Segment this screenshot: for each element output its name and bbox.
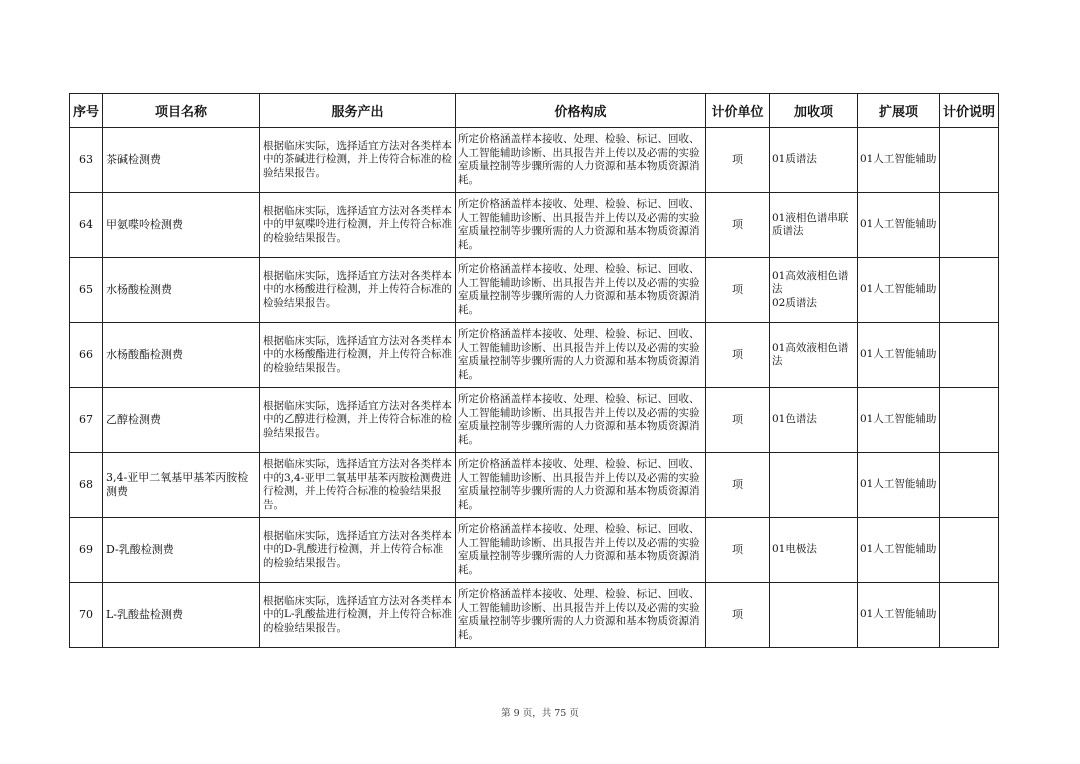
cell-number: 69 <box>70 518 103 583</box>
cell-item-name: 甲氨喋呤检测费 <box>103 193 260 258</box>
table-header-row <box>70 94 999 128</box>
cell-surcharge: 01色谱法 <box>770 388 858 453</box>
cell-surcharge: 01电极法 <box>770 518 858 583</box>
cell-service-output: 根据临床实际，选择适宜方法对各类样本中的水杨酸酯进行检测，并上传符合标准的检验结果报告。 <box>260 323 456 388</box>
cell-extension: 01人工智能辅助 <box>858 323 940 388</box>
table-row <box>70 518 999 583</box>
cell-unit: 项 <box>706 193 770 258</box>
cell-number: 68 <box>70 453 103 518</box>
header-unit: 计价单位 <box>706 94 770 128</box>
header-note: 计价说明 <box>940 94 999 128</box>
cell-price-composition: 所定价格涵盖样本接收、处理、检验、标记、回收、人工智能辅助诊断、出具报告并上传以及必需的实验室质量控制等步骤所需的人力资源和基本物质资源消耗。 <box>456 193 706 258</box>
header-no: 序号 <box>70 94 103 128</box>
table-row <box>70 193 999 258</box>
cell-number: 65 <box>70 258 103 323</box>
cell-item-name: 茶碱检测费 <box>103 128 260 193</box>
cell-service-output: 根据临床实际，选择适宜方法对各类样本中的D-乳酸进行检测，并上传符合标准的检验结果报告。 <box>260 518 456 583</box>
header-addon: 加收项 <box>770 94 858 128</box>
cell-pricing-note <box>940 583 999 648</box>
cell-price-composition: 所定价格涵盖样本接收、处理、检验、标记、回收、人工智能辅助诊断、出具报告并上传以及必需的实验室质量控制等步骤所需的人力资源和基本物质资源消耗。 <box>456 128 706 193</box>
page-footer: 第 9 页，共 75 页 <box>501 708 579 719</box>
table-row <box>70 453 999 518</box>
cell-price-composition: 所定价格涵盖样本接收、处理、检验、标记、回收、人工智能辅助诊断、出具报告并上传以及必需的实验室质量控制等步骤所需的人力资源和基本物质资源消耗。 <box>456 453 706 518</box>
cell-unit: 项 <box>706 453 770 518</box>
cell-pricing-note <box>940 518 999 583</box>
cell-pricing-note <box>940 258 999 323</box>
cell-item-name: 3,4-亚甲二氧基甲基苯丙胺检测费 <box>103 453 260 518</box>
table-row <box>70 128 999 193</box>
cell-surcharge: 01高效液相色谱法 02质谱法 <box>770 258 858 323</box>
cell-pricing-note <box>940 323 999 388</box>
cell-number: 70 <box>70 583 103 648</box>
cell-number: 67 <box>70 388 103 453</box>
cell-surcharge <box>770 453 858 518</box>
table-row <box>70 388 999 453</box>
fee-table <box>69 93 999 648</box>
cell-unit: 项 <box>706 258 770 323</box>
cell-item-name: L-乳酸盐检测费 <box>103 583 260 648</box>
cell-surcharge <box>770 583 858 648</box>
cell-number: 66 <box>70 323 103 388</box>
cell-service-output: 根据临床实际，选择适宜方法对各类样本中的茶碱进行检测，并上传符合标准的检验结果报告。 <box>260 128 456 193</box>
cell-unit: 项 <box>706 583 770 648</box>
cell-price-composition: 所定价格涵盖样本接收、处理、检验、标记、回收、人工智能辅助诊断、出具报告并上传以及必需的实验室质量控制等步骤所需的人力资源和基本物质资源消耗。 <box>456 258 706 323</box>
cell-service-output: 根据临床实际，选择适宜方法对各类样本中的乙醇进行检测，并上传符合标准的检验结果报告。 <box>260 388 456 453</box>
cell-price-composition: 所定价格涵盖样本接收、处理、检验、标记、回收、人工智能辅助诊断、出具报告并上传以及必需的实验室质量控制等步骤所需的人力资源和基本物质资源消耗。 <box>456 518 706 583</box>
cell-number: 64 <box>70 193 103 258</box>
cell-price-composition: 所定价格涵盖样本接收、处理、检验、标记、回收、人工智能辅助诊断、出具报告并上传以及必需的实验室质量控制等步骤所需的人力资源和基本物质资源消耗。 <box>456 323 706 388</box>
cell-pricing-note <box>940 193 999 258</box>
cell-extension: 01人工智能辅助 <box>858 518 940 583</box>
cell-extension: 01人工智能辅助 <box>858 193 940 258</box>
cell-surcharge: 01质谱法 <box>770 128 858 193</box>
cell-item-name: 乙醇检测费 <box>103 388 260 453</box>
header-name: 项目名称 <box>103 94 260 128</box>
cell-pricing-note <box>940 453 999 518</box>
fee-table-container <box>69 93 998 648</box>
cell-unit: 项 <box>706 388 770 453</box>
cell-pricing-note <box>940 388 999 453</box>
cell-unit: 项 <box>706 323 770 388</box>
cell-extension: 01人工智能辅助 <box>858 453 940 518</box>
cell-item-name: 水杨酸检测费 <box>103 258 260 323</box>
cell-service-output: 根据临床实际，选择适宜方法对各类样本中的甲氨喋呤进行检测，并上传符合标准的检验结果报告。 <box>260 193 456 258</box>
cell-unit: 项 <box>706 128 770 193</box>
cell-price-composition: 所定价格涵盖样本接收、处理、检验、标记、回收、人工智能辅助诊断、出具报告并上传以及必需的实验室质量控制等步骤所需的人力资源和基本物质资源消耗。 <box>456 583 706 648</box>
cell-number: 63 <box>70 128 103 193</box>
header-service: 服务产出 <box>260 94 456 128</box>
cell-extension: 01人工智能辅助 <box>858 388 940 453</box>
table-row <box>70 583 999 648</box>
cell-service-output: 根据临床实际，选择适宜方法对各类样本中的L-乳酸盐进行检测，并上传符合标准的检验结果报告。 <box>260 583 456 648</box>
header-ext: 扩展项 <box>858 94 940 128</box>
cell-extension: 01人工智能辅助 <box>858 258 940 323</box>
cell-extension: 01人工智能辅助 <box>858 128 940 193</box>
cell-surcharge: 01液相色谱串联质谱法 <box>770 193 858 258</box>
cell-surcharge: 01高效液相色谱法 <box>770 323 858 388</box>
cell-price-composition: 所定价格涵盖样本接收、处理、检验、标记、回收、人工智能辅助诊断、出具报告并上传以及必需的实验室质量控制等步骤所需的人力资源和基本物质资源消耗。 <box>456 388 706 453</box>
cell-item-name: 水杨酸酯检测费 <box>103 323 260 388</box>
table-row <box>70 323 999 388</box>
cell-service-output: 根据临床实际，选择适宜方法对各类样本中的3,4-亚甲二氧基甲基苯丙胺检测费进行检测，并上传符合标准的检验结果报告。 <box>260 453 456 518</box>
cell-item-name: D-乳酸检测费 <box>103 518 260 583</box>
header-price: 价格构成 <box>456 94 706 128</box>
cell-service-output: 根据临床实际，选择适宜方法对各类样本中的水杨酸进行检测，并上传符合标准的检验结果报告。 <box>260 258 456 323</box>
cell-extension: 01人工智能辅助 <box>858 583 940 648</box>
table-row <box>70 258 999 323</box>
cell-unit: 项 <box>706 518 770 583</box>
cell-pricing-note <box>940 128 999 193</box>
